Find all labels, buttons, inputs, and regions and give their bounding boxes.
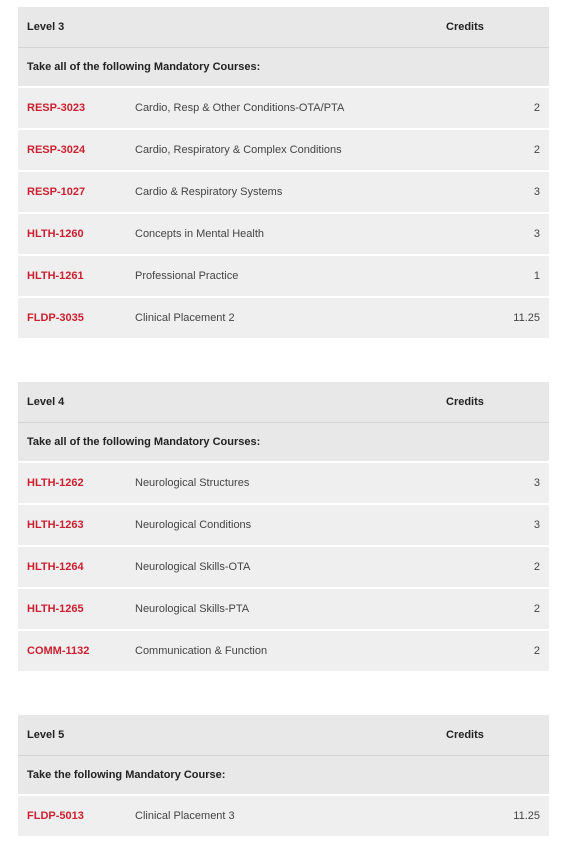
- level-3-table: [18, 7, 549, 338]
- course-code-link[interactable]: HLTH-1262: [27, 477, 84, 489]
- mandatory-subheading: Take all of the following Mandatory Courses:: [18, 48, 549, 88]
- course-row: [18, 172, 549, 214]
- course-row: [18, 463, 549, 505]
- course-code-link[interactable]: FLDP-3035: [27, 312, 84, 324]
- course-credits: 3: [533, 477, 540, 489]
- course-title: Cardio & Respiratory Systems: [135, 186, 283, 198]
- course-title: Professional Practice: [135, 270, 239, 282]
- course-row: [18, 589, 549, 631]
- course-row: [18, 256, 549, 298]
- level-5-table: [18, 715, 549, 836]
- course-title: Neurological Conditions: [135, 519, 252, 531]
- level-label: Level 5: [27, 729, 65, 741]
- course-title: Clinical Placement 2: [135, 312, 235, 324]
- course-row: [18, 796, 549, 836]
- course-title: Cardio, Respiratory & Complex Conditions: [135, 144, 342, 156]
- course-credits: 3: [533, 519, 540, 531]
- level-header: [18, 7, 549, 48]
- course-title: Cardio, Resp & Other Conditions-OTA/PTA: [135, 102, 345, 114]
- credits-header: Credits: [446, 729, 484, 741]
- course-code-link[interactable]: HLTH-1264: [27, 561, 84, 573]
- course-title: Communication & Function: [135, 645, 268, 657]
- course-credits: 2: [533, 645, 540, 657]
- credits-header: Credits: [446, 396, 484, 408]
- course-credits: 11.25: [513, 312, 540, 324]
- course-credits: 11.25: [513, 810, 540, 822]
- course-code-link[interactable]: RESP-3024: [27, 144, 86, 156]
- level-header: [18, 382, 549, 423]
- course-row: [18, 214, 549, 256]
- course-row: [18, 88, 549, 130]
- course-credits: 2: [533, 603, 540, 615]
- course-credits: 2: [533, 561, 540, 573]
- course-code-link[interactable]: RESP-1027: [27, 186, 86, 198]
- course-row: [18, 130, 549, 172]
- level-header: [18, 715, 549, 756]
- course-credits: 3: [533, 186, 540, 198]
- course-row: [18, 505, 549, 547]
- mandatory-subheading: Take the following Mandatory Course:: [18, 756, 549, 796]
- course-code-link[interactable]: HLTH-1260: [27, 228, 84, 240]
- course-title: Clinical Placement 3: [135, 810, 235, 822]
- credits-header: Credits: [446, 21, 484, 33]
- course-code-link[interactable]: HLTH-1263: [27, 519, 84, 531]
- level-4-table: [18, 382, 549, 671]
- course-code-link[interactable]: HLTH-1261: [27, 270, 84, 282]
- course-code-link[interactable]: FLDP-5013: [27, 810, 84, 822]
- course-code-link[interactable]: COMM-1132: [27, 645, 90, 657]
- course-code-link[interactable]: HLTH-1265: [27, 603, 84, 615]
- course-credits: 1: [533, 270, 540, 282]
- level-label: Level 4: [27, 396, 65, 408]
- course-row: [18, 298, 549, 338]
- course-credits: 2: [533, 144, 540, 156]
- course-title: Neurological Skills-OTA: [135, 561, 251, 573]
- course-title: Neurological Skills-PTA: [135, 603, 250, 615]
- mandatory-subheading: Take all of the following Mandatory Courses:: [18, 423, 549, 463]
- course-code-link[interactable]: RESP-3023: [27, 102, 86, 114]
- level-label: Level 3: [27, 21, 65, 33]
- course-title: Neurological Structures: [135, 477, 250, 489]
- course-title: Concepts in Mental Health: [135, 228, 265, 240]
- course-row: [18, 631, 549, 671]
- course-credits: 3: [533, 228, 540, 240]
- course-credits: 2: [533, 102, 540, 114]
- course-row: [18, 547, 549, 589]
